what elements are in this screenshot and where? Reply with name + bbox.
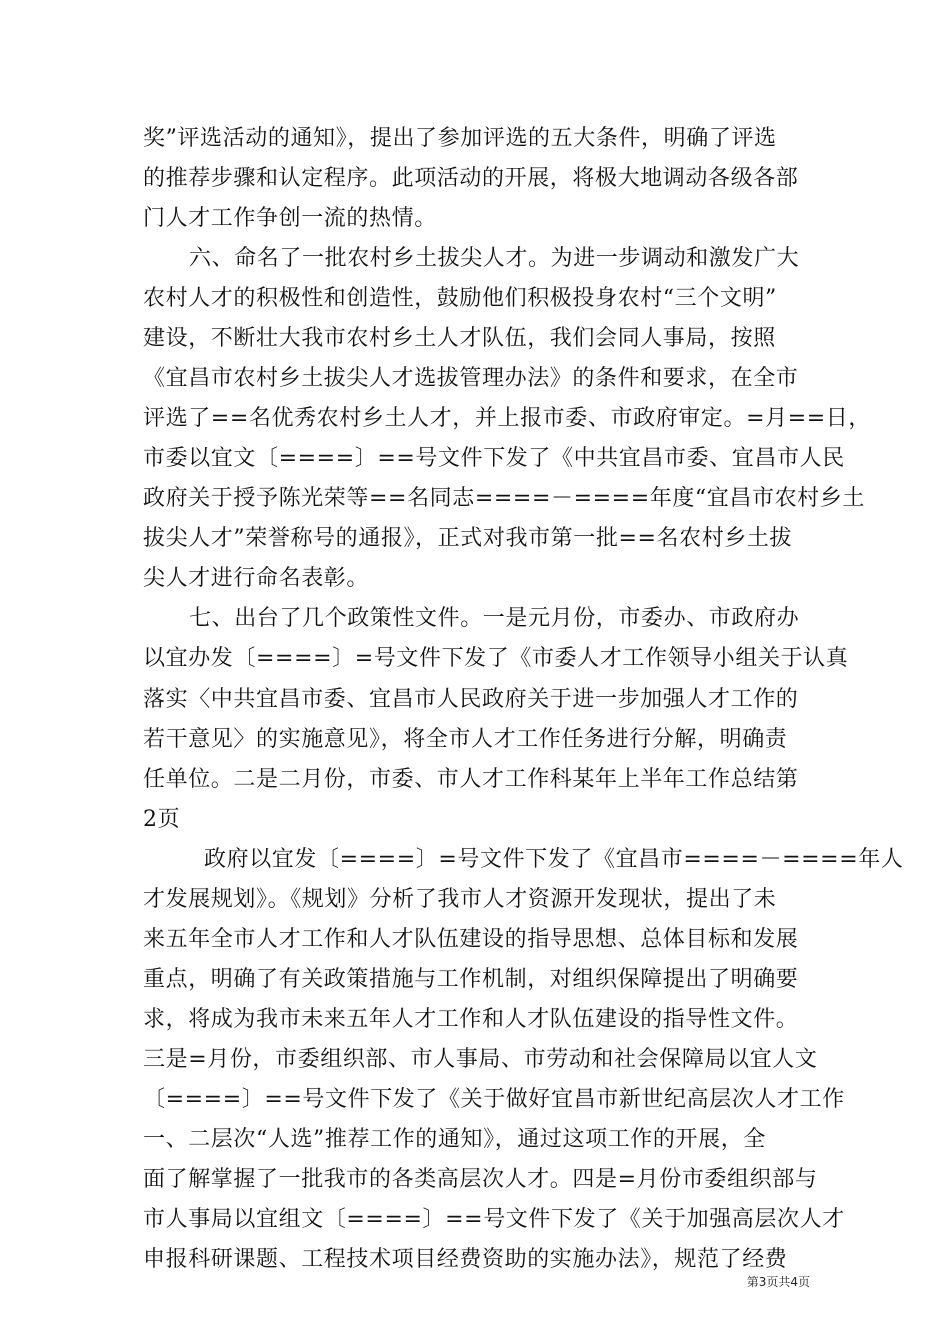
page-number-footer: 第3页共4页 (746, 1275, 810, 1289)
text-line: 任单位。二是二月份，市委、市人才工作科某年上半年工作总结第 (143, 766, 799, 792)
text-line: 奖”评选活动的通知》，提出了参加评选的五大条件，明确了评选 (143, 126, 777, 151)
text-line: 政府以宜发〔====〕=号文件下发了《宜昌市====－====年人 (204, 846, 904, 872)
text-line: 申报科研课题、工程技术项目经费资助的实施办法》，规范了经费 (143, 1247, 788, 1272)
text-line: 来五年全市人才工作和人才队伍建设的指导思想、总体目标和发展 (143, 926, 799, 952)
text-line: 评选了==名优秀农村乡土人才，并上报市委、市政府审定。=月==日， (143, 406, 871, 432)
page-break-label: 2页 (143, 806, 181, 832)
text-line: 市人事局以宜组文〔====〕==号文件下发了《关于加强高层次人才 (143, 1206, 845, 1232)
text-line: 一、二层次“人选”推荐工作的通知》，通过这项工作的开展，全 (143, 1126, 766, 1152)
text-line: 建设，不断壮大我市农村乡土人才队伍，我们会同人事局，按照 (143, 326, 776, 352)
text-line: 农村人才的积极性和创造性，鼓励他们积极投身农村“三个文明” (143, 286, 777, 312)
text-line: 尖人才进行命名表彰。 (143, 566, 370, 592)
text-line: 落实〈中共宜昌市委、宜昌市人民政府关于进一步加强人才工作的 (143, 686, 799, 712)
text-line: 若干意见〉的实施意见》，将全市人才工作任务进行分解，明确责 (143, 726, 788, 752)
text-line: 重点，明确了有关政策措施与工作机制，对组织保障提出了明确要 (143, 966, 799, 992)
text-line: 《宜昌市农村乡土拔尖人才选拔管理办法》的条件和要求，在全市 (143, 366, 799, 392)
text-line: 才发展规划》。《规划》分析了我市人才资源开发现状，提出了未 (143, 886, 777, 912)
text-line: 面了解掌握了一批我市的各类高层次人才。四是=月份市委组织部与 (143, 1166, 818, 1192)
text-line: 市委以宜文〔====〕==号文件下发了《中共宜昌市委、宜昌市人民 (143, 446, 845, 472)
text-line: 以宜办发〔====〕=号文件下发了《市委人才工作领导小组关于认真 (143, 646, 849, 672)
text-line: 三是=月份，市委组织部、市人事局、市劳动和社会保障局以宜人文 (143, 1046, 818, 1072)
text-line: 门人才工作争创一流的热情。 (143, 206, 437, 232)
text-line: 六、命名了一批农村乡土拔尖人才。为进一步调动和激发广大 (189, 246, 800, 272)
text-line: 求，将成为我市未来五年人才工作和人才队伍建设的指导性文件。 (143, 1006, 799, 1032)
text-line: 〔====〕==号文件下发了《关于做好宜昌市新世纪高层次人才工作 (143, 1086, 845, 1112)
text-line: 拔尖人才”荣誉称号的通报》，正式对我市第一批==名农村乡土拔 (143, 526, 793, 552)
text-line: 的推荐步骤和认定程序。此项活动的开展，将极大地调动各级各部 (143, 166, 799, 192)
text-line: 政府关于授予陈光荣等==名同志====－====年度“宜昌市农村乡土 (143, 486, 865, 512)
text-line: 七、出台了几个政策性文件。一是元月份，市委办、市政府办 (189, 606, 800, 632)
